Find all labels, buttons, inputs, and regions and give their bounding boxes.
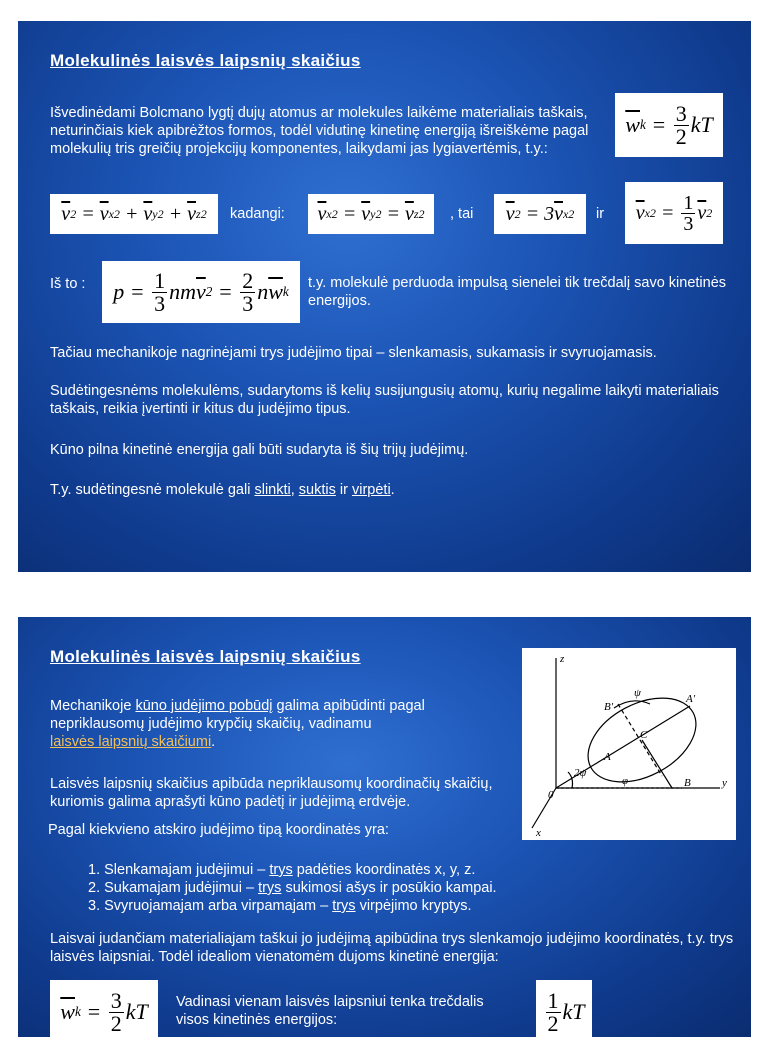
- ir-label: ir: [596, 206, 605, 222]
- is-to-label: Iš to :: [50, 276, 86, 292]
- paragraph-total-energy: Kūno pilna kinetinė energija gali būti sudaryta iš šių trijų judėjimų.: [50, 442, 469, 458]
- summary-prefix: T.y. sudėtingesnė molekulė gali: [50, 482, 255, 498]
- rigid-body-figure: [522, 648, 736, 840]
- summary-comma: ,: [290, 482, 295, 498]
- paragraph-one-degree: Vadinasi vienam laisvės laipsniui tenka trečdalis visos kinetinės energijos:: [176, 994, 484, 1028]
- p1-end: .: [211, 734, 216, 750]
- slide-1: [18, 21, 751, 572]
- point-a-label: A: [604, 751, 611, 763]
- angle-psi-label: ψ: [634, 687, 641, 699]
- point-c-label: C: [640, 729, 648, 741]
- equation-third-kt: $\frac{1}{2}$ kT: [536, 980, 592, 1037]
- intro-paragraph: Išvedinėdami Bolcmano lygtį dujų atomus ar molekules laikėme materialiais taškais, neturinčiais kiek apibrėžtos formos, todėl vidutinę kinetinę energiją išreiškėme pagal molekulių tris greičių projekcijų komponentes, laikydami jas lygiavertėmis, t.y.:: [50, 105, 589, 157]
- paragraph-complex-molecules: Sudėtingesnėms molekulėms, sudarytoms iš kelių susijungusių atomų, kurių negalime laikyti materialiais taškais, reikia įvertinti ir kitus du judėjimo tipus.: [50, 383, 719, 417]
- p1-gold-term: laisvės laipsnių skaičiumi: [50, 734, 212, 750]
- axis-z-label: z: [560, 653, 565, 665]
- paragraph-summary: [50, 481, 740, 499]
- paragraph-motion-types: Tačiau mechanikoje nagrinėjami trys judėjimo tipai – slenkamasis, sukamasis ir svyruojamasis.: [50, 345, 657, 361]
- impulse-text: t.y. molekulė perduoda impulsą sienelei tik trečdalį savo kinetinės energijos.: [308, 275, 727, 309]
- p1-middle: galima apibūdinti pagal nepriklausomų judėjimo krypčių skaičių, vadinamu: [50, 698, 425, 732]
- point-a1-label: A': [686, 693, 696, 705]
- origin-label: 0: [548, 789, 554, 801]
- word-suktis: suktis: [298, 482, 336, 498]
- slide-title: Molekulinės laisvės laipsnių skaičius: [50, 51, 361, 70]
- angle-fi-label: φ: [622, 775, 629, 787]
- equation-kinetic-energy: $\overline{w}$ k = $\frac{3}{2}$ kT: [50, 980, 158, 1037]
- slide-2: [18, 617, 751, 1037]
- word-virpeti: virpėti: [351, 482, 391, 498]
- paragraph-coordinates: Laisvės laipsnių skaičius apibūda nepriklausomų koordinačių skaičių, kuriomis galima aprašyti kūno padėtį ir judėjimą erdvėje.: [50, 776, 493, 810]
- axis-y-label: y: [722, 777, 727, 789]
- equation-vx-third: $\overline{v}$ x 2 = $\frac{1}{3}$ $\overline{v}$ 2: [625, 182, 723, 244]
- summary-and: ir: [335, 482, 352, 498]
- paragraph-degrees-definition: [50, 697, 490, 751]
- coordinate-diagram: [522, 648, 736, 840]
- equation-three-vx: $\overline{v}$ 2 = 3 $\overline{v}$ x 2: [494, 194, 586, 234]
- list-item: 1. Slenkamajam judėjimui – trys padėties koordinatės x, y, z.: [88, 862, 476, 878]
- p1-start: Mechanikoje: [50, 698, 136, 714]
- slide-title: Molekulinės laisvės laipsnių skaičius: [50, 647, 361, 666]
- equation-pressure: p = $\frac{1}{3}$ nm $\overline{v}$ 2 = $\frac{2}{3}$ n $\overline{w}$ k: [102, 261, 300, 323]
- summary-period: .: [390, 482, 395, 498]
- axis-x-label: x: [536, 827, 541, 839]
- paragraph-by-type: Pagal kiekvieno atskiro judėjimo tipą koordinatės yra:: [48, 822, 389, 838]
- angle-theta-label: 2ψ: [574, 767, 587, 779]
- list-item: 3. Svyruojamajam arba virpamajam – trys virpėjimo kryptys.: [88, 898, 472, 914]
- kadangi-label: kadangi:: [230, 206, 285, 222]
- point-b1-label: B': [604, 701, 614, 713]
- point-b-label: B: [684, 777, 691, 789]
- tai-label: , tai: [450, 206, 474, 222]
- equation-velocity-equal: $\overline{v}$ x 2 = $\overline{v}$ y 2 = $\overline{v}$ z 2: [308, 194, 434, 234]
- list-item: 2. Sukamajam judėjimui – trys sukimosi ašys ir posūkio kampai.: [88, 880, 497, 896]
- word-slinkti: slinkti: [254, 482, 291, 498]
- equation-velocity-sum: $\overline{v}$ 2 = $\overline{v}$ x 2 + $\overline{v}$ y 2 + $\overline{v}$ z 2: [50, 194, 218, 234]
- p1-underlined: kūno judėjimo pobūdį: [135, 698, 273, 714]
- equation-mean-kinetic-energy: $\overline{w}$ k = $\frac{3}{2}$ kT: [615, 93, 723, 157]
- motion-types-list: [88, 861, 728, 915]
- paragraph-material-point: Laisvai judančiam materialiajam taškui jo judėjimą apibūdina trys slenkamojo judėjimo koordinatės, t.y. trys laisvės laipsniai. Todėl idealiom vienatomėm dujoms kinetinė energija:: [50, 931, 734, 965]
